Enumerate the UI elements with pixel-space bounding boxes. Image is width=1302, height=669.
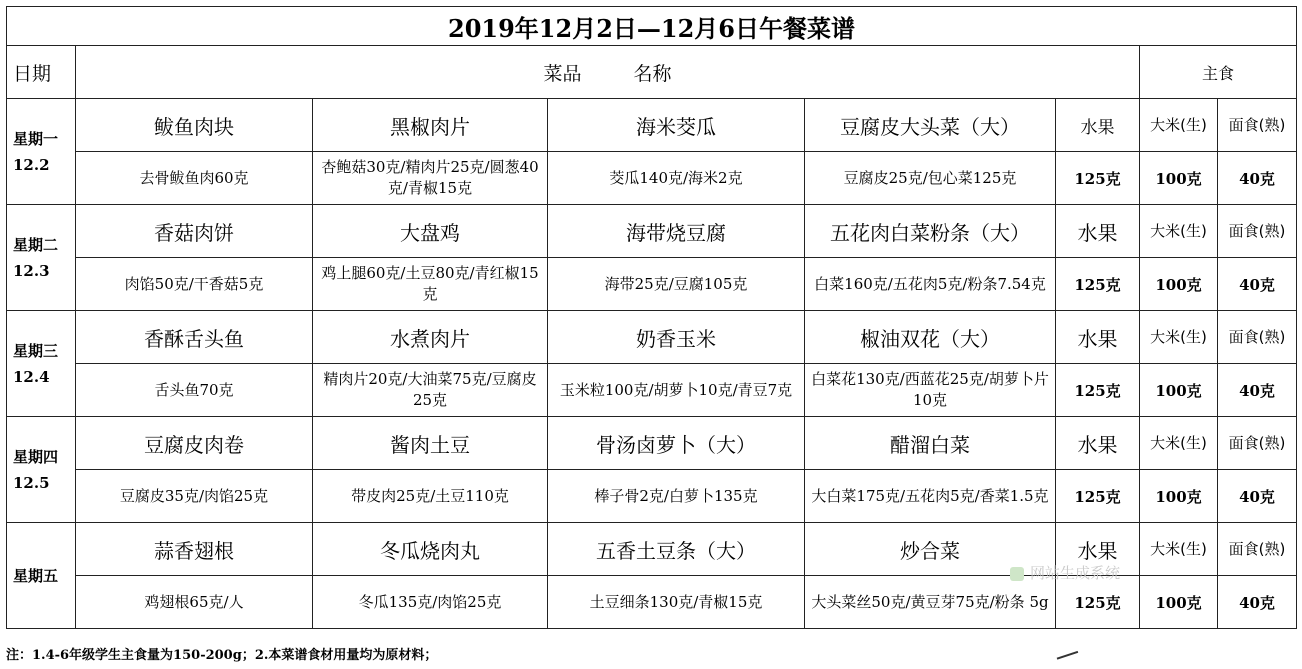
fruit-amount: 125克: [1056, 576, 1140, 629]
corner-mark: [1057, 651, 1082, 669]
dish-name: 大盘鸡: [313, 205, 548, 258]
page-title: 2019年12月2日—12月6日午餐菜谱: [7, 7, 1297, 46]
noodle-label: 面食(熟): [1218, 99, 1297, 152]
dish-name: 酱肉土豆: [313, 417, 548, 470]
ingredient-text: 精肉片20克/大油菜75克/豆腐皮25克: [313, 364, 548, 417]
date-label: 12.5: [13, 473, 50, 492]
date-label: 12.3: [13, 261, 50, 280]
day-cell: [7, 311, 76, 417]
ingredient-text: 棒子骨2克/白萝卜135克: [548, 470, 805, 523]
dish-name: 香酥舌头鱼: [76, 311, 313, 364]
day-cell: [7, 205, 76, 311]
dish-name-header: [76, 46, 1140, 99]
ingredient-text: 土豆细条130克/青椒15克: [548, 576, 805, 629]
dish-header-label: 菜品: [543, 62, 582, 85]
ingredient-row: [7, 576, 1297, 629]
dish-row: [7, 205, 1297, 258]
ingredient-text: 舌头鱼70克: [76, 364, 313, 417]
weekday-label: 星期一: [13, 129, 59, 148]
ingredient-text: 大白菜175克/五花肉5克/香菜1.5克: [805, 470, 1056, 523]
noodle-label: 面食(熟): [1218, 523, 1297, 576]
day-cell: [7, 417, 76, 523]
weekday-label: 星期四: [13, 447, 59, 466]
dish-name: 海带烧豆腐: [548, 205, 805, 258]
rice-amount: 100克: [1140, 258, 1218, 311]
dish-name: 黑椒肉片: [313, 99, 548, 152]
dish-row: [7, 311, 1297, 364]
dish-name: 香菇肉饼: [76, 205, 313, 258]
watermark-logo-icon: [1010, 567, 1024, 581]
noodle-label: 面食(熟): [1218, 205, 1297, 258]
watermark: [1010, 562, 1120, 583]
fruit-amount: 125克: [1056, 364, 1140, 417]
ingredient-text: 海带25克/豆腐105克: [548, 258, 805, 311]
rice-amount: 100克: [1140, 152, 1218, 205]
dish-name: 奶香玉米: [548, 311, 805, 364]
ingredient-text: 豆腐皮25克/包心菜125克: [805, 152, 1056, 205]
noodle-label: 面食(熟): [1218, 311, 1297, 364]
day-cell: [7, 99, 76, 205]
ingredient-row: [7, 470, 1297, 523]
dish-name: 五香土豆条（大）: [548, 523, 805, 576]
day-cell: [7, 523, 76, 629]
noodle-label: 面食(熟): [1218, 417, 1297, 470]
rice-label: 大米(生): [1140, 205, 1218, 258]
ingredient-text: 茭瓜140克/海米2克: [548, 152, 805, 205]
name-header-label: 名称: [633, 62, 672, 85]
date-label: 12.4: [13, 367, 50, 386]
dish-name: 蒜香翅根: [76, 523, 313, 576]
dish-name: 椒油双花（大）: [805, 311, 1056, 364]
dish-name: 醋溜白菜: [805, 417, 1056, 470]
dish-name: 冬瓜烧肉丸: [313, 523, 548, 576]
ingredient-text: 鸡上腿60克/土豆80克/青红椒15克: [313, 258, 548, 311]
footnote: 注：1.4-6年级学生主食量为150-200g；2.本菜谱食材用量均为原材料；: [6, 648, 438, 663]
ingredient-text: 豆腐皮35克/肉馅25克: [76, 470, 313, 523]
dish-name: 水煮肉片: [313, 311, 548, 364]
dish-row: [7, 417, 1297, 470]
rice-label: 大米(生): [1140, 99, 1218, 152]
noodle-amount: 40克: [1218, 470, 1297, 523]
staple-header: 主食: [1140, 46, 1297, 99]
ingredient-text: 白菜花130克/西蓝花25克/胡萝卜片10克: [805, 364, 1056, 417]
ingredient-text: 大头菜丝50克/黄豆芽75克/粉条 5g: [805, 576, 1056, 629]
fruit-label: 水果: [1056, 417, 1140, 470]
dish-name: 豆腐皮肉卷: [76, 417, 313, 470]
ingredient-row: [7, 152, 1297, 205]
weekday-label: 星期三: [13, 341, 59, 360]
ingredient-text: 玉米粒100克/胡萝卜10克/青豆7克: [548, 364, 805, 417]
weekday-label: 星期二: [13, 235, 59, 254]
fruit-label: 水果: [1056, 99, 1140, 152]
ingredient-text: 冬瓜135克/肉馅25克: [313, 576, 548, 629]
ingredient-text: 白菜160克/五花肉5克/粉条7.54克: [805, 258, 1056, 311]
dish-name: 五花肉白菜粉条（大）: [805, 205, 1056, 258]
rice-amount: 100克: [1140, 576, 1218, 629]
rice-amount: 100克: [1140, 364, 1218, 417]
fruit-label: 水果: [1056, 205, 1140, 258]
noodle-amount: 40克: [1218, 258, 1297, 311]
menu-table: [6, 6, 1297, 629]
dish-name: 豆腐皮大头菜（大）: [805, 99, 1056, 152]
rice-amount: 100克: [1140, 470, 1218, 523]
dish-name: 海米茭瓜: [548, 99, 805, 152]
noodle-amount: 40克: [1218, 152, 1297, 205]
ingredient-text: 杏鲍菇30克/精肉片25克/圆葱40克/青椒15克: [313, 152, 548, 205]
rice-label: 大米(生): [1140, 417, 1218, 470]
rice-label: 大米(生): [1140, 523, 1218, 576]
watermark-text: 网站生成系统: [1030, 564, 1121, 582]
ingredient-text: 去骨鲅鱼肉60克: [76, 152, 313, 205]
fruit-label: 水果: [1056, 311, 1140, 364]
fruit-amount: 125克: [1056, 470, 1140, 523]
noodle-amount: 40克: [1218, 364, 1297, 417]
dish-row: [7, 99, 1297, 152]
noodle-amount: 40克: [1218, 576, 1297, 629]
ingredient-text: 鸡翅根65克/人: [76, 576, 313, 629]
date-header: 日期: [7, 46, 76, 99]
date-label: 12.2: [13, 155, 50, 174]
dish-name: 骨汤卤萝卜（大）: [548, 417, 805, 470]
ingredient-text: 肉馅50克/干香菇5克: [76, 258, 313, 311]
ingredient-row: [7, 258, 1297, 311]
ingredient-row: [7, 364, 1297, 417]
fruit-amount: 125克: [1056, 152, 1140, 205]
weekday-label: 星期五: [13, 566, 59, 585]
dish-name: 炒合菜: [805, 523, 1056, 576]
fruit-amount: 125克: [1056, 258, 1140, 311]
rice-label: 大米(生): [1140, 311, 1218, 364]
fruit-label: 水果: [1056, 523, 1140, 576]
day-rows: [7, 99, 1297, 629]
dish-name: 鲅鱼肉块: [76, 99, 313, 152]
ingredient-text: 带皮肉25克/土豆110克: [313, 470, 548, 523]
